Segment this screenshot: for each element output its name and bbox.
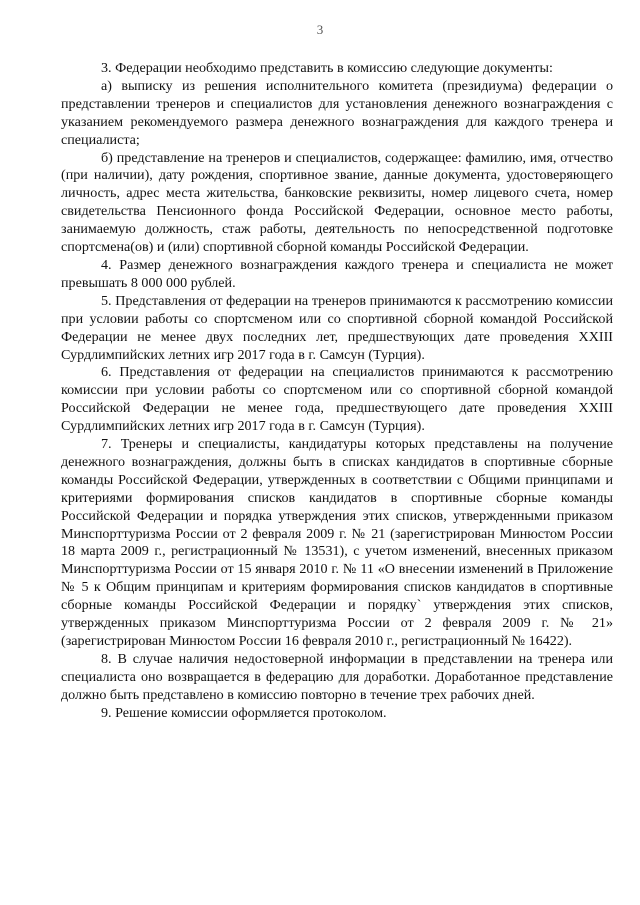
document-body [61, 60, 613, 723]
paragraph-item-7: 7. Тренеры и специалисты, кандидатуры которых представлены на получение денежного вознаграждения, должны быть в списках кандидатов в спортивные сборные команды Российской Федерации, утвержденных в соответствии с Общими принципами и критериями формирования списков кандидатов в спортивные сборные команды Российской Федерации и порядка утверждения этих списков, утвержденными приказом Минспорттуризма России от 2 февраля 2009 г. № 21 (зарегистрирован Минюстом России 18 марта 2009 г., регистрационный № 13531), с учетом изменений, внесенных приказом Минспорттуризма России от 15 января 2010 г. № 11 «О внесении изменений в Приложение № 5 к Общим принципам и критериям формирования списков кандидатов в спортивные сборные команды Российской Федерации и порядку` утверждения этих списков, утвержденных приказом Минспорттуризма России от 2 февраля 2009 г. № 21» (зарегистрирован Минюстом России 16 февраля 2010 г., регистрационный № 16422). [61, 436, 613, 649]
paragraph-item-3: 3. Федерации необходимо представить в комиссию следующие документы: [101, 60, 553, 76]
paragraph-item-3a: а) выписку из решения исполнительного комитета (президиума) федерации о представлении тренеров и специалистов для установления денежного вознаграждения с указанием рекомендуемого размера денежного вознаграждения для каждого тренера и специалиста; [61, 77, 613, 148]
paragraph-item-6: 6. Представления от федерации на специалистов принимаются к рассмотрению комиссии при условии работы со спортсменом или со спортивной сборной командой Российской Федерации не менее года, предшествующего дате проведения XXIII Сурдлимпийских летних игр 2017 года в г. Самсун (Турция). [61, 364, 613, 435]
paragraph-item-5: 5. Представления от федерации на тренеров принимаются к рассмотрению комиссии при условии работы со спортсменом или со спортивной сборной командой Российской Федерации не менее двух последних лет, предшествующих дате проведения XXIII Сурдлимпийских летних игр 2017 года в г. Самсун (Турция). [61, 292, 613, 363]
paragraph-item-4: 4. Размер денежного вознаграждения каждого тренера и специалиста не может превышать 8 000 000 рублей. [61, 256, 613, 291]
paragraph-item-9: 9. Решение комиссии оформляется протоколом. [101, 704, 387, 721]
page-number: 3 [316, 22, 324, 37]
paragraph-item-3b: б) представление на тренеров и специалистов, содержащее: фамилию, имя, отчество (при наличии), дату рождения, спортивное звание, данные документа, удостоверяющего личность, адрес места жительства, банковские реквизиты, номер лицевого счета, номер свидетельства Пенсионного фонда Российской Федерации, основное место работы, занимаемую должность, стаж работы, деятельность по непосредственной подготовке спортсмена(ов) и (или) спортивной сборной команды Российской Федерации. [61, 149, 613, 256]
paragraph-item-8: 8. В случае наличия недостоверной информации в представлении на тренера или специалиста оно возвращается в федерацию для доработки. Доработанное представление должно быть представлено в комиссию повторно в течение трех рабочих дней. [61, 650, 613, 703]
